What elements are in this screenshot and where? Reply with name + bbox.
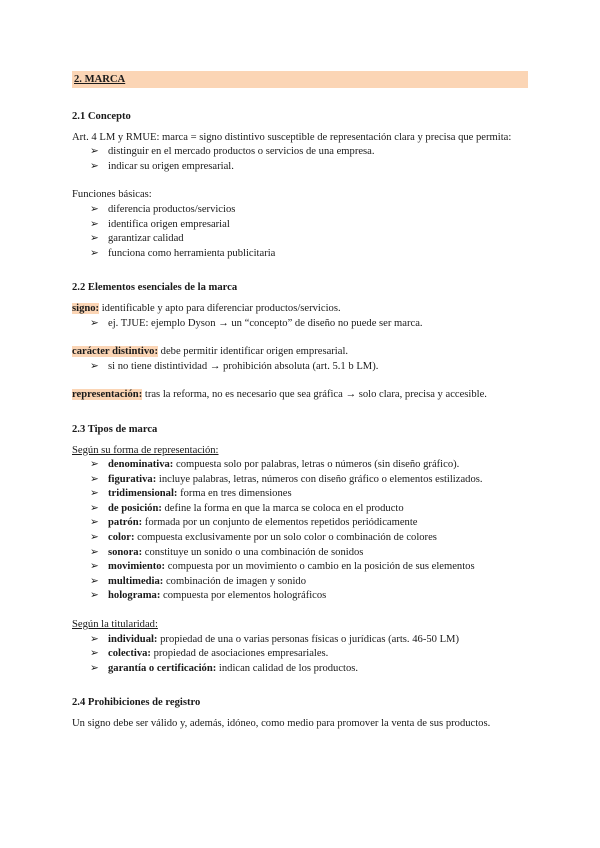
list-item: ➢ garantizar calidad <box>90 232 528 247</box>
list-item: ➢ ej. TJUE: ejemplo Dyson → un “concepto” de diseño no puede ser marca. <box>90 317 528 332</box>
list-item: ➢ movimiento: compuesta por un movimiento o cambio en la posición de sus elementos <box>90 560 528 575</box>
list-item: ➢ holograma: compuesta por elementos holográficos <box>90 589 528 604</box>
list-item: ➢ indicar su origen empresarial. <box>90 160 528 175</box>
arrow-bullet-icon: ➢ <box>90 203 99 215</box>
list-item: ➢ si no tiene distintividad → prohibición absoluta (art. 5.1 b LM). <box>90 360 528 375</box>
list-item: ➢ patrón: formada por un conjunto de elementos repetidos periódicamente <box>90 516 528 531</box>
arrow-bullet-icon: ➢ <box>90 546 99 558</box>
arrow-bullet-icon: ➢ <box>90 575 99 587</box>
arrow-bullet-icon: ➢ <box>90 459 99 471</box>
types-heading: 2.3 Tipos de marca <box>72 423 158 435</box>
by-form-list <box>72 458 528 604</box>
section-title: 2. MARCA <box>72 71 528 88</box>
caracter-list <box>72 360 528 375</box>
arrow-bullet-icon: ➢ <box>90 488 99 500</box>
arrow-bullet-icon: ➢ <box>90 517 99 529</box>
arrow-bullet-icon: ➢ <box>90 561 99 573</box>
elements-heading: 2.2 Elementos esenciales de la marca <box>72 282 238 294</box>
list-item: ➢ funciona como herramienta publicitaria <box>90 247 528 262</box>
list-item: ➢ garantía o certificación: indican calidad de los productos. <box>90 662 528 677</box>
arrow-bullet-icon: ➢ <box>90 473 99 485</box>
arrow-bullet-icon: ➢ <box>90 160 99 172</box>
arrow-bullet-icon: ➢ <box>90 317 99 329</box>
concept-heading: 2.1 Concepto <box>72 111 131 122</box>
signo-term: signo: <box>72 302 100 314</box>
arrow-bullet-icon: ➢ <box>90 146 99 158</box>
arrow-bullet-icon: ➢ <box>90 502 99 514</box>
list-item: ➢ de posición: define la forma en que la marca se coloca en el producto <box>90 502 528 517</box>
list-item: ➢ denominativa: compuesta solo por palabras, letras o números (sin diseño gráfico). <box>90 458 528 473</box>
arrow-bullet-icon: ➢ <box>90 532 99 544</box>
arrow-bullet-icon: ➢ <box>90 218 99 230</box>
list-item: ➢ sonora: constituye un sonido o una combinación de sonidos <box>90 546 528 561</box>
document-content <box>72 71 528 732</box>
caracter-term: carácter distintivo: <box>72 346 159 358</box>
list-item: ➢ color: compuesta exclusivamente por un solo color o combinación de colores <box>90 531 528 546</box>
list-item: ➢ colectiva: propiedad de asociaciones empresariales. <box>90 647 528 662</box>
arrow-bullet-icon: ➢ <box>90 233 99 245</box>
arrow-bullet-icon: ➢ <box>90 360 99 372</box>
arrow-bullet-icon: ➢ <box>90 662 99 674</box>
prohibitions-heading: 2.4 Prohibiciones de registro <box>72 697 201 709</box>
arrow-bullet-icon: ➢ <box>90 590 99 602</box>
signo-paragraph: signo: identificable y apto para diferenciar productos/servicios. <box>72 302 341 314</box>
arrow-bullet-icon: ➢ <box>90 648 99 660</box>
prohibitions-text: Un signo debe ser válido y, además, idóneo, como medio para promover la venta de sus productos. <box>72 718 491 729</box>
functions-list <box>72 203 528 261</box>
by-owner-label: Según la titularidad: <box>72 619 158 631</box>
list-item: ➢ distinguir en el mercado productos o servicios de una empresa. <box>90 145 528 160</box>
arrow-bullet-icon: ➢ <box>90 633 99 645</box>
list-item: ➢ diferencia productos/servicios <box>90 203 528 218</box>
list-item: ➢ individual: propiedad de una o varias personas físicas o jurídicas (arts. 46-50 LM) <box>90 633 528 648</box>
by-form-label: Según su forma de representación: <box>72 444 219 456</box>
representacion-term: representación: <box>72 389 143 401</box>
list-item: ➢ figurativa: incluye palabras, letras, números con diseño gráfico o elementos estilizados. <box>90 473 528 488</box>
functions-label: Funciones básicas: <box>72 189 152 201</box>
list-item: ➢ identifica origen empresarial <box>90 218 528 233</box>
list-item: ➢ multimedia: combinación de imagen y sonido <box>90 575 528 590</box>
concept-intro: Art. 4 LM y RMUE: marca = signo distintivo susceptible de representación clara y precisa que permita: <box>72 131 512 143</box>
concept-list <box>72 145 528 174</box>
list-item: ➢ tridimensional: forma en tres dimensiones <box>90 487 528 502</box>
by-owner-list <box>72 633 528 677</box>
arrow-bullet-icon: ➢ <box>90 247 99 259</box>
caracter-paragraph: carácter distintivo: debe permitir identificar origen empresarial. <box>72 346 349 358</box>
representacion-paragraph: representación: tras la reforma, no es necesario que sea gráfica → solo clara, precisa y accesible. <box>72 389 487 401</box>
signo-list <box>72 317 528 332</box>
